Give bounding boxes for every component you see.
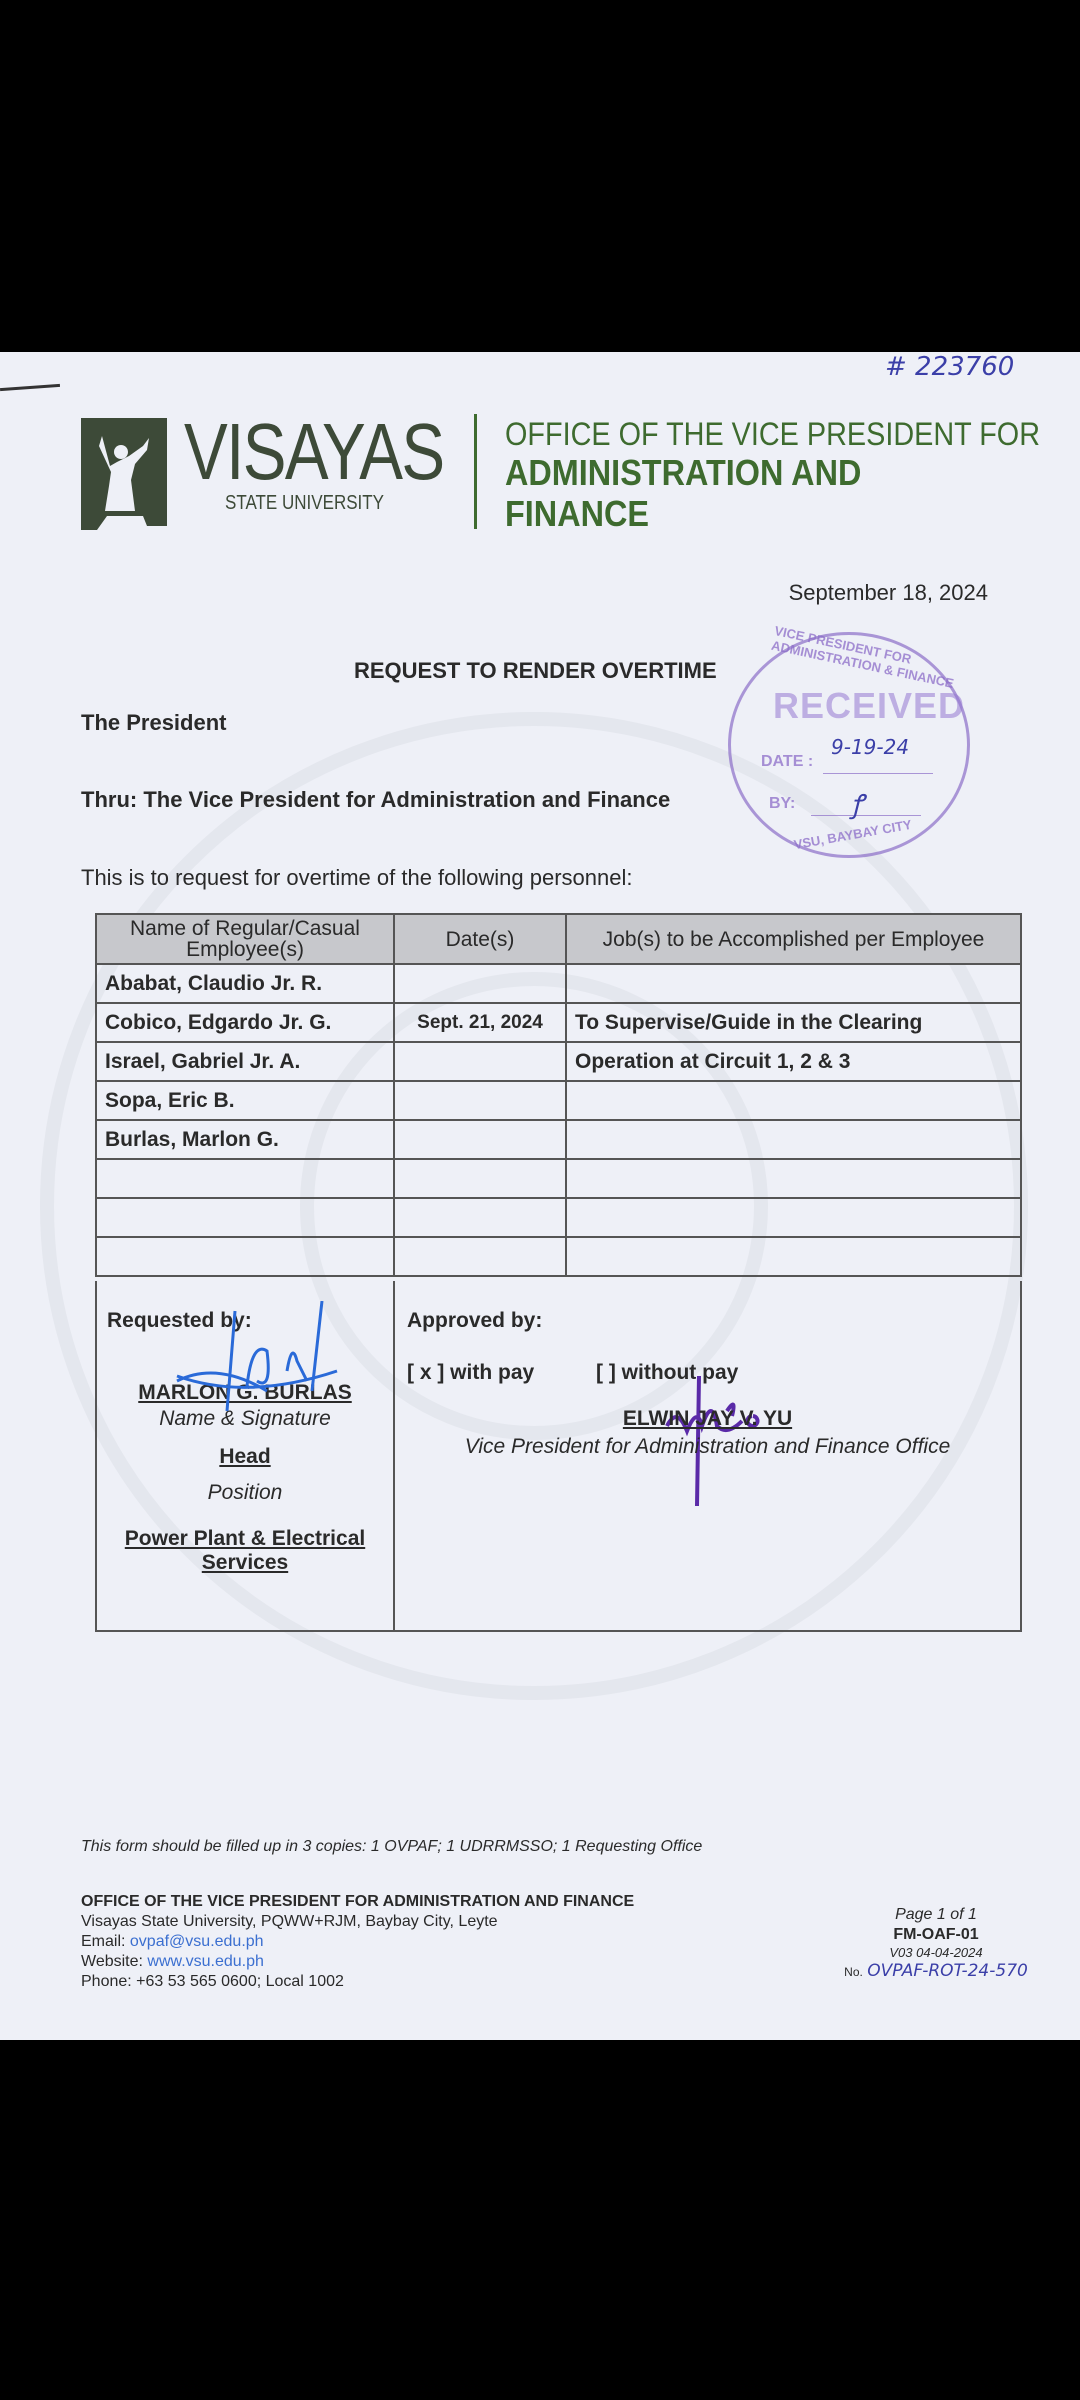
form-number-value: OVPAF-ROT-24-570 (867, 1961, 1028, 1981)
stamp-by-label: BY: (769, 795, 796, 812)
table-row (96, 964, 1021, 1003)
cell-job: To Supervise/Guide in the Clearing (566, 1003, 1021, 1042)
cell-date (394, 1198, 566, 1237)
table-row (96, 1042, 1021, 1081)
cell-name: Ababat, Claudio Jr. R. (96, 964, 394, 1003)
logo-wordmark: VISAYAS (184, 407, 444, 496)
approver-block (395, 1407, 1020, 1459)
requester-position-caption: Position (207, 1481, 283, 1504)
cell-job (566, 1237, 1021, 1276)
approved-by-label: Approved by: (407, 1309, 543, 1332)
requester-position: Head (219, 1445, 271, 1468)
logo-subtitle: STATE UNIVERSITY (225, 492, 385, 514)
email-link[interactable]: ovpaf@vsu.edu.ph (129, 1933, 264, 1950)
cell-job (566, 1198, 1021, 1237)
addressee: The President (81, 710, 227, 735)
cell-date (394, 964, 566, 1003)
office-title-line3: FINANCE (505, 493, 649, 534)
stamp-date-value: 9-19-24 (831, 735, 910, 759)
cell-date (394, 1159, 566, 1198)
requester-signature-icon (157, 1301, 357, 1421)
form-number: No. OVPAF-ROT-24-570 (844, 1961, 1028, 1981)
footer-contact (81, 1892, 634, 1992)
table-row (96, 1081, 1021, 1120)
footer-email-row: Email: ovpaf@vsu.edu.ph (81, 1933, 264, 1950)
stamp-date-label: DATE : (761, 753, 814, 770)
form-version: V03 04-04-2024 (889, 1945, 983, 1960)
received-stamp: VICE PRESIDENT FOR ADMINISTRATION & FINANCE RECEIVED DATE : 9-19-24 BY: ꝭ VSU, BAYBAY CITY (728, 632, 970, 858)
form-info (836, 1905, 1036, 1982)
requester-name: MARLON G. BURLAS (138, 1381, 352, 1404)
handwritten-reference: # 223760 (885, 352, 1015, 382)
cell-name: Sopa, Eric B. (96, 1081, 394, 1120)
copies-note: This form should be filled up in 3 copies: 1 OVPAF; 1 UDRRMSSO; 1 Requesting Office (81, 1838, 703, 1855)
table-row (96, 1159, 1021, 1198)
without-pay-checkbox: [ ] without pay (596, 1361, 739, 1384)
cell-name (96, 1159, 394, 1198)
cell-job: Operation at Circuit 1, 2 & 3 (566, 1042, 1021, 1081)
overtime-table (95, 913, 1022, 1277)
cell-job (566, 1081, 1021, 1120)
website-link[interactable]: www.vsu.edu.ph (147, 1953, 264, 1970)
table-row (96, 1237, 1021, 1276)
footer-office: OFFICE OF THE VICE PRESIDENT FOR ADMINISTRATION AND FINANCE (81, 1893, 635, 1910)
footer-address: Visayas State University, PQWW+RJM, Baybay City, Leyte (81, 1913, 498, 1930)
intro-text: This is to request for overtime of the following personnel: (81, 865, 633, 890)
office-title-line1: OFFICE OF THE VICE PRESIDENT FOR (505, 416, 1040, 452)
cell-name: Cobico, Edgardo Jr. G. (96, 1003, 394, 1042)
document-page (0, 352, 1080, 2040)
header-jobs: Job(s) to be Accomplished per Employee (566, 914, 1021, 964)
signature-section (95, 1281, 1022, 1632)
table-header-row (96, 914, 1021, 964)
stamp-received: RECEIVED (773, 685, 966, 726)
footer-phone: Phone: +63 53 565 0600; Local 1002 (81, 1973, 344, 1990)
approver-title: Vice President for Administration and Finance Office (464, 1435, 951, 1458)
document-title: REQUEST TO RENDER OVERTIME (354, 658, 717, 683)
cell-name (96, 1198, 394, 1237)
form-code: FM-OAF-01 (893, 1926, 979, 1943)
table-row (96, 1198, 1021, 1237)
cell-job (566, 964, 1021, 1003)
cell-date (394, 1042, 566, 1081)
page-number: Page 1 of 1 (895, 1906, 977, 1923)
cell-name: Israel, Gabriel Jr. A. (96, 1042, 394, 1081)
office-title-line2: ADMINISTRATION AND (505, 452, 862, 493)
header-name: Name of Regular/Casual Employee(s) (96, 914, 394, 964)
thru-line: Thru: The Vice President for Administration and Finance (81, 787, 671, 812)
requester-name-caption: Name & Signature (159, 1407, 331, 1430)
stamp-ring-bottom: VSU, BAYBAY CITY (792, 816, 913, 853)
approver-name: ELWIN JAY V. YU (622, 1407, 793, 1430)
cell-name (96, 1237, 394, 1276)
cell-date (394, 1120, 566, 1159)
university-logo-icon (77, 416, 172, 532)
header-dates: Date(s) (394, 914, 566, 964)
cell-job (566, 1159, 1021, 1198)
stamp-initials: ꝭ (851, 790, 864, 820)
letter-date: September 18, 2024 (788, 580, 988, 605)
table-row (96, 1120, 1021, 1159)
requested-by-label: Requested by: (107, 1309, 252, 1332)
requester-office: Power Plant & Electrical Services (124, 1527, 366, 1574)
pen-mark (0, 384, 60, 391)
cell-date: Sept. 21, 2024 (394, 1003, 566, 1042)
cell-date (394, 1237, 566, 1276)
with-pay-checkbox: [ x ] with pay (407, 1361, 535, 1384)
table-row (96, 1003, 1021, 1042)
footer-website-row: Website: www.vsu.edu.ph (81, 1953, 264, 1970)
cell-job (566, 1120, 1021, 1159)
cell-name: Burlas, Marlon G. (96, 1120, 394, 1159)
header-divider (474, 414, 477, 529)
cell-date (394, 1081, 566, 1120)
